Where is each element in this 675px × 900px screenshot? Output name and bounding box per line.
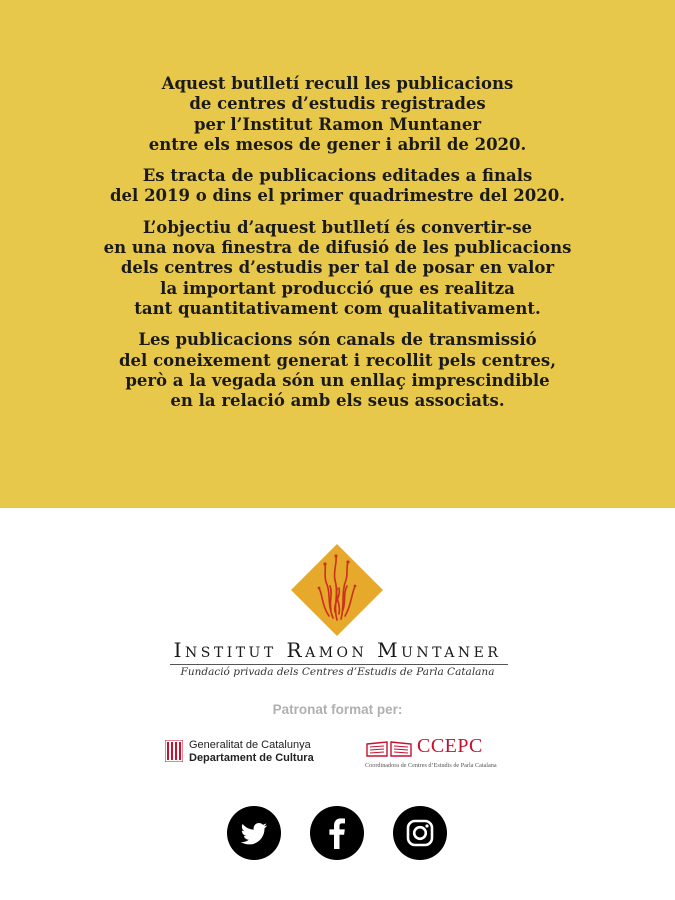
- text-line: en una nova finestra de difusió de les publicacions: [103, 238, 572, 258]
- senyera-icon: [165, 740, 183, 762]
- ccepc-logo: [365, 732, 525, 772]
- divider: [170, 664, 508, 665]
- footer-panel: [0, 508, 675, 900]
- institute-logo-icon: [289, 542, 385, 638]
- facebook-icon[interactable]: [310, 806, 364, 860]
- text-line: L’objectiu d’aquest butlletí és convertir-se: [142, 217, 533, 237]
- text-line: del coneixement generat i recollit pels centres,: [119, 350, 556, 370]
- text-line: Les publicacions són canals de transmissió: [138, 330, 537, 350]
- text-line: la important producció que es realitza: [160, 278, 515, 298]
- text-line: Aquest butlletí recull les publicacions: [161, 74, 514, 93]
- institute-name: Institut Ramon Muntaner: [173, 638, 502, 662]
- text-line: per l’Institut Ramon Muntaner: [193, 114, 482, 134]
- ccepc-subtitle: Coordinadora de Centres d’Estudis de Parla Catalana: [365, 762, 497, 769]
- intro-text: [60, 74, 615, 422]
- ccepc-name: CCEPC: [417, 735, 483, 757]
- department-name: Departament de Cultura: [189, 752, 314, 764]
- generalitat-name: Generalitat de Catalunya: [189, 739, 311, 751]
- text-line: Es tracta de publicacions editades a finals: [142, 166, 533, 186]
- text-line: dels centres d’estudis per tal de posar en valor: [120, 258, 555, 278]
- text-line: en la relació amb els seus associats.: [170, 391, 505, 411]
- text-line: tant quantitativament com qualitativament.: [134, 298, 541, 318]
- patronat-label: Patronat format per:: [272, 702, 403, 717]
- text-line: de centres d’estudis registrades: [189, 94, 486, 114]
- paragraph: [60, 330, 615, 411]
- institute-subtitle: Fundació privada dels Centres d’Estudis de Parla Catalana: [180, 666, 495, 678]
- instagram-icon[interactable]: [393, 806, 447, 860]
- text-line: però a la vegada són un enllaç imprescindible: [125, 370, 550, 390]
- twitter-icon[interactable]: [227, 806, 281, 860]
- text-line: entre els mesos de gener i abril de 2020.: [148, 134, 527, 154]
- paragraph: [60, 166, 615, 207]
- paragraph: [60, 74, 615, 155]
- generalitat-logo: [165, 739, 335, 767]
- paragraph: [60, 218, 615, 319]
- text-line: del 2019 o dins el primer quadrimestre del 2020.: [110, 186, 565, 206]
- book-icon: [365, 738, 413, 758]
